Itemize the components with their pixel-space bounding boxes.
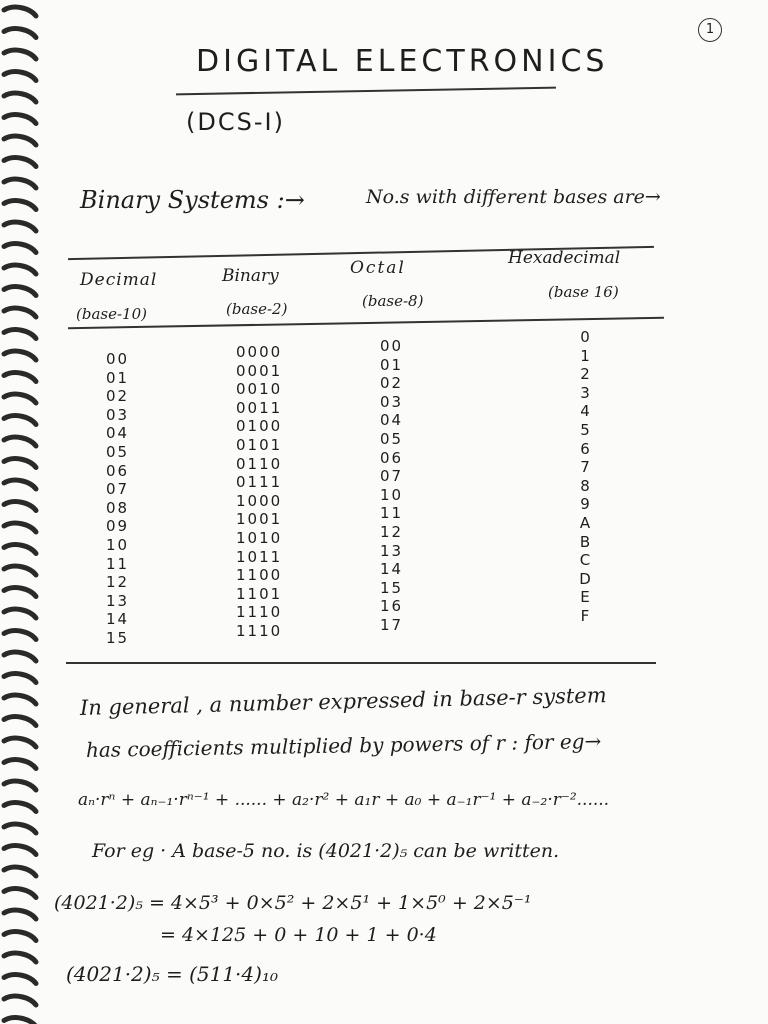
spiral-ring bbox=[4, 416, 36, 425]
spiral-ring bbox=[4, 867, 36, 876]
spiral-ring bbox=[4, 803, 36, 812]
spiral-ring bbox=[4, 330, 36, 339]
spiral-ring bbox=[4, 695, 36, 704]
spiral-ring bbox=[4, 29, 36, 38]
table-cell: 15 bbox=[380, 578, 404, 597]
spiral-ring bbox=[4, 351, 36, 360]
spiral-ring bbox=[4, 781, 36, 790]
spiral-ring bbox=[4, 889, 36, 898]
spiral-ring bbox=[4, 760, 36, 769]
table-cell: 14 bbox=[106, 610, 130, 629]
table-cell: 05 bbox=[106, 442, 130, 461]
table-cell: 5 bbox=[580, 420, 592, 439]
table-cell: A bbox=[579, 513, 593, 532]
spiral-ring bbox=[4, 459, 36, 468]
example-line-2: = 4×125 + 0 + 10 + 1 + 0·4 bbox=[160, 924, 437, 946]
table-cell: B bbox=[579, 532, 593, 551]
table-bottom-rule bbox=[66, 662, 656, 664]
spiral-ring bbox=[4, 480, 36, 489]
table-cell: 1011 bbox=[236, 547, 283, 566]
spiral-ring bbox=[4, 265, 36, 274]
table-cell: 2 bbox=[580, 365, 592, 384]
page-number-circle bbox=[698, 18, 722, 42]
spiral-ring bbox=[4, 631, 36, 640]
header-binary: Binary bbox=[222, 266, 279, 286]
table-cell: 0 bbox=[580, 328, 592, 346]
table-cell: 03 bbox=[106, 405, 130, 424]
spiral-ring bbox=[4, 502, 36, 511]
table-cell: 0100 bbox=[236, 417, 283, 436]
table-cell: 10 bbox=[106, 535, 130, 554]
table-cell: 10 bbox=[380, 485, 404, 504]
table-cell: 14 bbox=[380, 560, 404, 579]
table-cell: 01 bbox=[380, 355, 404, 374]
spiral-ring bbox=[4, 50, 36, 59]
table-cell: 00 bbox=[106, 350, 130, 368]
table-cell: 0111 bbox=[236, 473, 283, 492]
header-decimal: Decimal bbox=[80, 270, 158, 290]
spiral-ring bbox=[4, 308, 36, 317]
spiral-ring bbox=[4, 7, 36, 16]
page-number: 1 bbox=[705, 22, 715, 37]
header-octal: Octal bbox=[350, 258, 406, 278]
table-cell: 1100 bbox=[236, 566, 283, 585]
paragraph-line-1: In general , a number expressed in base-r system bbox=[79, 683, 607, 720]
table-cell: D bbox=[579, 569, 593, 588]
general-formula: aₙ·rⁿ + aₙ₋₁·rⁿ⁻¹ + ...... + a₂·r² + a₁r + a₀ + a₋₁r⁻¹ + a₋₂·r⁻²...... bbox=[78, 790, 610, 810]
spiral-ring bbox=[4, 545, 36, 554]
table-cell: 09 bbox=[106, 517, 130, 536]
table-cell: F bbox=[580, 606, 592, 625]
table-cell: C bbox=[579, 551, 593, 570]
example-result: (4021·2)₅ = (511·4)₁₀ bbox=[66, 962, 278, 986]
spiral-ring bbox=[4, 609, 36, 618]
header-octal-base: (base-8) bbox=[362, 292, 424, 310]
spiral-ring bbox=[4, 975, 36, 984]
spiral-ring bbox=[4, 244, 36, 253]
table-cell: 00 bbox=[380, 337, 404, 355]
spiral-ring bbox=[4, 72, 36, 81]
table-cell: 08 bbox=[106, 498, 130, 517]
table-cell: 06 bbox=[106, 461, 130, 480]
spiral-ring bbox=[4, 588, 36, 597]
spiral-ring bbox=[4, 717, 36, 726]
spiral-ring bbox=[4, 566, 36, 575]
example-line-1: (4021·2)₅ = 4×5³ + 0×5² + 2×5¹ + 1×5⁰ + 2×5⁻¹ bbox=[54, 892, 532, 914]
title-underline bbox=[176, 87, 556, 95]
table-cell: 02 bbox=[106, 387, 130, 406]
spiral-ring bbox=[4, 115, 36, 124]
table-cell: 12 bbox=[380, 522, 404, 541]
spiral-ring bbox=[4, 93, 36, 102]
table-cell: 12 bbox=[106, 573, 130, 592]
table-cell: 1 bbox=[580, 346, 592, 365]
table-cell: 6 bbox=[580, 439, 592, 458]
table-cell: 1110 bbox=[236, 621, 283, 640]
header-decimal-base: (base-10) bbox=[76, 305, 147, 323]
spiral-ring bbox=[4, 674, 36, 683]
table-cell: 02 bbox=[380, 374, 404, 393]
table-cell: 3 bbox=[580, 383, 592, 402]
spiral-ring bbox=[4, 910, 36, 919]
example-intro: For eg · A base-5 no. is (4021·2)₅ can be written. bbox=[92, 840, 560, 862]
page-title: DIGITAL ELECTRONICS bbox=[196, 44, 609, 79]
spiral-ring bbox=[4, 523, 36, 532]
table-cell: E bbox=[580, 588, 592, 607]
spiral-ring bbox=[4, 201, 36, 210]
table-cell: 06 bbox=[380, 448, 404, 467]
table-cell: 03 bbox=[380, 392, 404, 411]
table-cell: 05 bbox=[380, 429, 404, 448]
table-cell: 0000 bbox=[236, 343, 283, 361]
column-binary bbox=[236, 343, 282, 641]
table-cell: 01 bbox=[106, 368, 130, 387]
spiral-ring bbox=[4, 996, 36, 1005]
spiral-ring bbox=[4, 437, 36, 446]
spiral-ring bbox=[4, 1018, 36, 1024]
table-cell: 8 bbox=[580, 476, 592, 495]
spiral-ring bbox=[4, 932, 36, 941]
header-binary-base: (base-2) bbox=[226, 300, 288, 318]
table-cell: 16 bbox=[380, 597, 404, 616]
spiral-ring bbox=[4, 136, 36, 145]
section-heading: Binary Systems :→ bbox=[80, 186, 305, 214]
spiral-ring bbox=[4, 953, 36, 962]
spiral-ring bbox=[4, 652, 36, 661]
table-cell: 1010 bbox=[236, 528, 283, 547]
spiral-ring bbox=[4, 824, 36, 833]
header-hexadecimal-base: (base 16) bbox=[548, 283, 619, 301]
table-cell: 04 bbox=[380, 411, 404, 430]
page-subtitle: (DCS-I) bbox=[186, 108, 285, 136]
table-cell: 0010 bbox=[236, 380, 283, 399]
table-cell: 1001 bbox=[236, 510, 283, 529]
table-cell: 4 bbox=[580, 402, 592, 421]
spiral-ring bbox=[4, 373, 36, 382]
table-cell: 04 bbox=[106, 424, 130, 443]
table-header-rule bbox=[68, 317, 664, 329]
table-cell: 1101 bbox=[236, 584, 283, 603]
table-cell: 17 bbox=[380, 615, 404, 634]
spiral-ring bbox=[4, 179, 36, 188]
table-cell: 0001 bbox=[236, 361, 283, 380]
spiral-ring bbox=[4, 287, 36, 296]
column-octal bbox=[380, 337, 403, 635]
table-cell: 13 bbox=[106, 591, 130, 610]
column-decimal bbox=[106, 350, 129, 648]
table-cell: 15 bbox=[106, 628, 130, 647]
table-cell: 0110 bbox=[236, 454, 283, 473]
table-cell: 13 bbox=[380, 541, 404, 560]
table-cell: 0011 bbox=[236, 398, 283, 417]
spiral-ring bbox=[4, 222, 36, 231]
table-cell: 0101 bbox=[236, 435, 283, 454]
spiral-ring bbox=[4, 738, 36, 747]
spiral-binding bbox=[0, 0, 48, 1024]
header-hexadecimal: Hexadecimal bbox=[508, 248, 621, 268]
column-hexadecimal bbox=[576, 328, 596, 626]
table-cell: 11 bbox=[106, 554, 130, 573]
table-cell: 9 bbox=[580, 495, 592, 514]
table-cell: 7 bbox=[580, 458, 592, 477]
spiral-ring bbox=[4, 394, 36, 403]
spiral-ring bbox=[4, 158, 36, 167]
table-cell: 07 bbox=[106, 480, 130, 499]
section-note: No.s with different bases are→ bbox=[366, 186, 661, 208]
spiral-ring bbox=[4, 846, 36, 855]
paragraph-line-2: has coefficients multiplied by powers of r : for eg→ bbox=[85, 729, 602, 762]
table-cell: 1000 bbox=[236, 491, 283, 510]
table-cell: 1110 bbox=[236, 603, 283, 622]
table-cell: 07 bbox=[380, 467, 404, 486]
table-cell: 11 bbox=[380, 504, 404, 523]
